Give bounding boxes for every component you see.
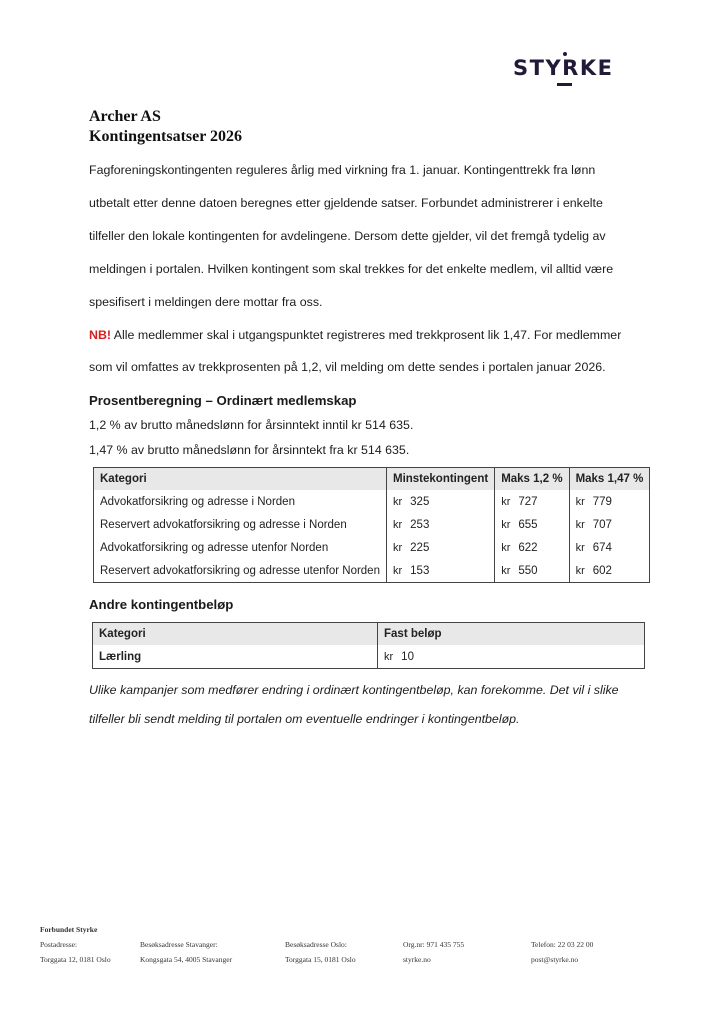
cell-maks12: kr 550 <box>495 559 569 583</box>
intro-line-2: utbetalt etter denne datoen beregnes etter gjeldende satser. Forbundet administrerer i enkelte <box>89 196 603 210</box>
cell-min: kr 325 <box>386 490 494 513</box>
footer-oslo-label: Besøksadresse Oslo: <box>285 940 347 949</box>
intro-line-3: tilfeller den lokale kontingenten for avdelingene. Dersom dette gjelder, vil det fremgå tydelig av <box>89 229 606 243</box>
footer-web-link[interactable]: styrke.no <box>403 955 431 964</box>
header-fast-belop: Fast beløp <box>378 623 645 646</box>
rule-1-47-percent: 1,47 % av brutto månedslønn for årsinntekt fra kr 514 635. <box>89 443 410 457</box>
footer-postadresse: Torggata 12, 0181 Oslo <box>40 955 111 964</box>
notice-text-1: Alle medlemmer skal i utgangspunktet registreres med trekkprosent lik 1,47. For medlemmer <box>111 328 622 342</box>
footer-postadresse-label: Postadresse: <box>40 940 78 949</box>
closing-line-1: Ulike kampanjer som medfører endring i ordinært kontingentbeløp, kan forekomme. Det vil i slike <box>89 683 619 697</box>
cell-min: kr 153 <box>386 559 494 583</box>
header-kategori: Kategori <box>93 623 378 646</box>
cell-maks12: kr 727 <box>495 490 569 513</box>
footer-telefon: Telefon: 22 03 22 00 <box>531 940 594 949</box>
footer-oslo: Torggata 15, 0181 Oslo <box>285 955 356 964</box>
styrke-logo <box>513 52 623 88</box>
table-header-row <box>94 468 650 491</box>
header-maks-1-47: Maks 1,47 % <box>569 468 650 491</box>
footer-email-link[interactable]: post@styrke.no <box>531 955 579 964</box>
footer-orgnr: Org.nr: 971 435 755 <box>403 940 465 949</box>
document-title: Kontingentsatser 2026 <box>89 128 243 145</box>
notice-line-1 <box>89 328 621 342</box>
cell-kategori: Reservert advokatforsikring og adresse utenfor Norden <box>94 559 387 583</box>
intro-line-4: meldingen i portalen. Hvilken kontingent som skal trekkes for det enkelte medlem, vil alltid være <box>89 262 614 276</box>
cell-maks147: kr 707 <box>569 513 650 536</box>
table-row <box>94 513 650 536</box>
cell-min: kr 225 <box>386 536 494 559</box>
logo-text: STYRKE <box>513 56 614 80</box>
table-header-row <box>93 623 645 646</box>
closing-line-2: tilfeller bli sendt melding til portalen om eventuelle endringer i kontingentbeløp. <box>89 712 520 726</box>
cell-maks147: kr 674 <box>569 536 650 559</box>
cell-maks12: kr 655 <box>495 513 569 536</box>
logo-dot-icon <box>563 52 567 56</box>
cell-maks147: kr 602 <box>569 559 650 583</box>
intro-line-1: Fagforeningskontingenten reguleres årlig med virkning fra 1. januar. Kontingenttrekk fra lønn <box>89 163 596 177</box>
notice-line-2: som vil omfattes av trekkprosenten på 1,2, vil melding om dette sendes i portalen januar 2026. <box>89 360 606 374</box>
header-maks-1-2: Maks 1,2 % <box>495 468 569 491</box>
section-heading-andre: Andre kontingentbeløp <box>89 597 234 612</box>
rule-1-2-percent: 1,2 % av brutto månedslønn for årsinntekt inntil kr 514 635. <box>89 418 414 432</box>
company-name: Archer AS <box>89 108 161 125</box>
cell-kategori: Lærling <box>93 645 378 669</box>
page-title <box>89 107 242 147</box>
table-row <box>94 536 650 559</box>
table-row <box>93 645 645 669</box>
cell-kategori: Reservert advokatforsikring og adresse i Norden <box>94 513 387 536</box>
other-contributions-table <box>92 622 645 669</box>
intro-line-5: spesifisert i meldingen dere mottar fra oss. <box>89 295 323 309</box>
section-heading-prosentberegning: Prosentberegning – Ordinært medlemskap <box>89 393 357 408</box>
cell-maks147: kr 779 <box>569 490 650 513</box>
cell-kategori: Advokatforsikring og adresse i Norden <box>94 490 387 513</box>
table-row <box>94 490 650 513</box>
logo-bar-icon <box>557 83 572 86</box>
cell-maks12: kr 622 <box>495 536 569 559</box>
nb-label: NB! <box>89 328 112 342</box>
footer-stavanger: Kongsgata 54, 4005 Stavanger <box>140 955 233 964</box>
header-kategori: Kategori <box>94 468 387 491</box>
contribution-rates-table <box>93 467 650 583</box>
header-minstekontingent: Minstekontingent <box>386 468 494 491</box>
footer-org-name: Forbundet Styrke <box>40 925 98 934</box>
table-row <box>94 559 650 583</box>
cell-belop: kr 10 <box>378 645 645 669</box>
cell-kategori: Advokatforsikring og adresse utenfor Norden <box>94 536 387 559</box>
cell-min: kr 253 <box>386 513 494 536</box>
footer-stavanger-label: Besøksadresse Stavanger: <box>140 940 218 949</box>
